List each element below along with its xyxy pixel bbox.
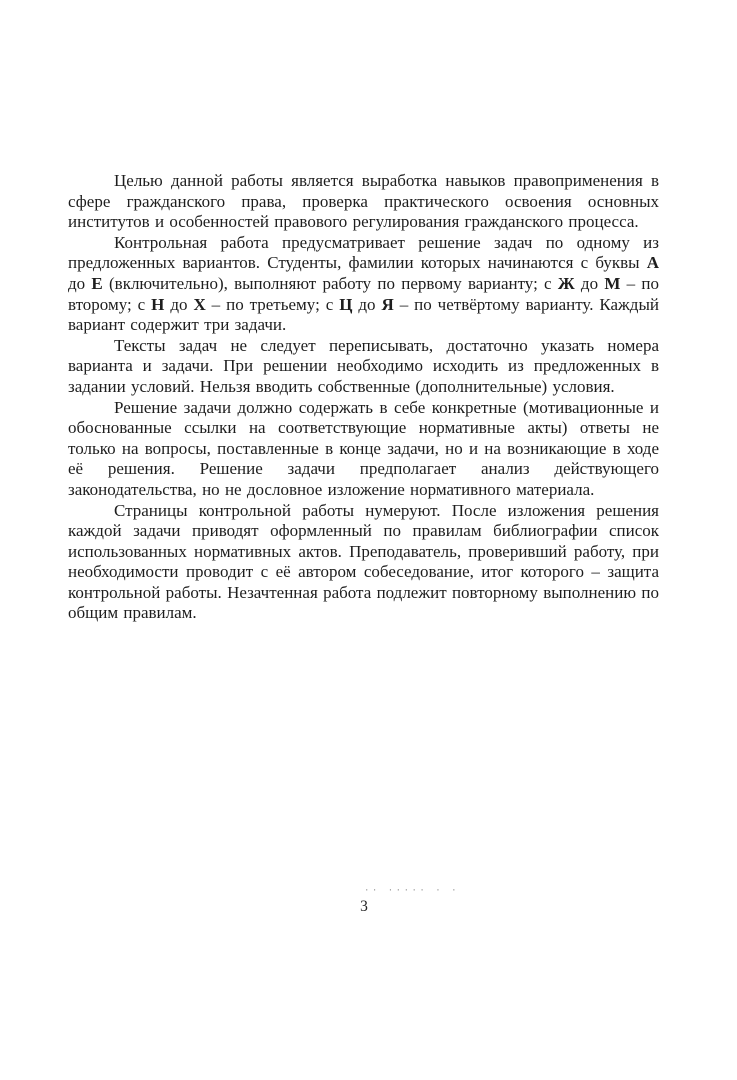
page-number: 3 [360, 898, 368, 915]
text-segment: Тексты задач не следует переписывать, достаточно указать номера варианта и задачи. При решении необходимо исходить из предложенных в задании условий. Нельзя вводить собственные (дополнительные) условия. [68, 335, 659, 396]
paragraph [68, 171, 659, 233]
text-segment: (включительно), выполняют работу по первому варианту; с [102, 273, 558, 293]
text-segment: до [352, 294, 382, 314]
scan-artifact-dots: ·· ····· · · [364, 886, 460, 896]
text-segment: Контрольная работа предусматривает решение задач по одному из предложенных вариантов. Студенты, фамилии которых начинаются с буквы [68, 232, 659, 273]
paragraph [68, 336, 659, 398]
paragraph [68, 398, 659, 501]
text-segment: Решение задачи должно содержать в себе конкретные (мотивационные и обоснованные ссылки на соответствующие нормативные акты) ответы не только на вопросы, поставленные в конце задачи, но и на возникающие в ходе её решения. Решение задачи предполагает анализ действующего законодательства, но не дословное изложение нормативного материала. [68, 397, 659, 499]
text-segment: – по второму; с [68, 273, 659, 314]
text-segment: Целью данной работы является выработка навыков правоприменения в сфере гражданского права, проверка практического освоения основных институтов и особенностей правового регулирования гражданского процесса. [68, 171, 659, 232]
variant-letter: Ж [557, 273, 575, 293]
paragraph [68, 233, 659, 336]
text-segment: до [68, 273, 92, 293]
variant-letter: Х [193, 294, 206, 314]
variant-letter: Ц [339, 294, 353, 314]
variant-letter: М [604, 273, 621, 293]
variant-letter: Е [91, 273, 103, 293]
text-segment: до [164, 294, 194, 314]
text-segment: Страницы контрольной работы нумеруют. После изложения решения каждой задачи приводят оформленный по правилам библиографии список использованных нормативных актов. Преподаватель, проверивший работу, при необходимости проводит с её автором собеседование, итог которого – защита контрольной работы. Незачтенная работа подлежит повторному выполнению по общим правилам. [68, 500, 659, 623]
variant-letter: Я [381, 294, 394, 314]
variant-letter: Н [151, 294, 165, 314]
document-text [68, 171, 659, 624]
variant-letter: А [646, 253, 659, 273]
text-segment: – по четвёртому варианту. Каждый вариант содержит три задачи. [68, 294, 659, 335]
text-segment: до [574, 273, 605, 293]
paragraph [68, 501, 659, 625]
text-segment: – по третьему; с [205, 294, 340, 314]
